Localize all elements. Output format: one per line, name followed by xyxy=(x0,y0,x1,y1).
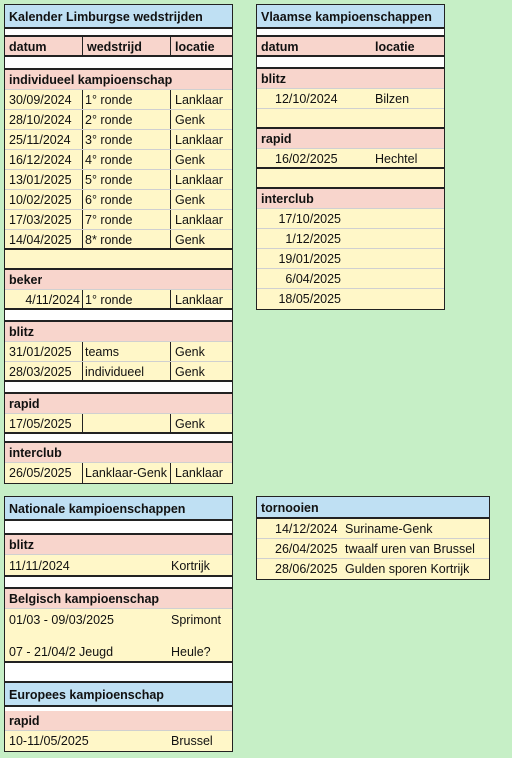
cell-datum: 14/04/2025 xyxy=(9,230,83,248)
cell-locatie: Sprimont xyxy=(171,613,222,627)
cell-locatie: Genk xyxy=(175,113,205,127)
cell-datum: 10-11/05/2025 xyxy=(9,734,89,748)
cell-locatie: Genk xyxy=(175,233,205,247)
nationale-title: Nationale kampioenschappen xyxy=(9,502,186,516)
cell-datum: 26/05/2025 xyxy=(9,463,83,483)
table-row xyxy=(5,90,232,110)
cell-datum: 12/10/2024 xyxy=(275,92,338,106)
section-belgisch xyxy=(5,589,232,609)
table-row xyxy=(5,110,232,130)
cell-locatie: Lanklaar xyxy=(175,466,223,480)
header-wedstrijd: wedstrijd xyxy=(83,37,171,55)
table-row xyxy=(257,519,489,539)
table-row xyxy=(5,170,232,190)
table-row xyxy=(5,414,232,434)
cell-wedstrijd: 2° ronde xyxy=(83,110,171,129)
section-title: blitz xyxy=(9,538,34,552)
section-title: rapid xyxy=(9,714,40,728)
section-title: interclub xyxy=(9,446,62,460)
cell-naam: twaalf uren van Brussel xyxy=(345,542,475,556)
cell-locatie: Brussel xyxy=(171,734,213,748)
cell-datum: 11/11/2024 xyxy=(9,559,70,573)
kalender-title: Kalender Limburgse wedstrijden xyxy=(9,10,203,24)
section-title: blitz xyxy=(9,325,34,339)
section-title: beker xyxy=(9,273,43,287)
table-row xyxy=(5,731,232,751)
header-locatie: locatie xyxy=(175,40,215,54)
cell-datum: 17/10/2025 xyxy=(278,212,341,226)
europees-title: Europees kampioenschap xyxy=(9,688,164,702)
cell-datum: 1/12/2025 xyxy=(285,232,341,246)
cell-wedstrijd: 5° ronde xyxy=(83,170,171,189)
table-row xyxy=(5,290,232,310)
cell-naam: Suriname-Genk xyxy=(345,522,433,536)
kalender-panel xyxy=(4,4,233,484)
cell-locatie: Genk xyxy=(175,345,205,359)
cell-datum: 14/12/2024 xyxy=(275,522,338,536)
cell-wedstrijd: 1° ronde xyxy=(83,290,171,308)
cell-locatie: Hechtel xyxy=(375,152,418,166)
cell-datum: 18/05/2025 xyxy=(278,292,341,306)
europees-title-row xyxy=(5,683,232,707)
cell-locatie: Bilzen xyxy=(375,92,410,106)
cell-datum: 4/11/2024 xyxy=(9,290,83,308)
cell-locatie: Lanklaar xyxy=(175,133,223,147)
cell-datum: 28/06/2025 xyxy=(275,562,338,576)
cell-datum: 13/01/2025 xyxy=(9,170,83,189)
table-row xyxy=(257,539,489,559)
cell-datum: 16/02/2025 xyxy=(275,152,338,166)
cell-datum: 26/04/2025 xyxy=(275,542,338,556)
list-item xyxy=(257,229,444,249)
section-interclub xyxy=(257,189,444,209)
table-row xyxy=(5,609,232,631)
table-row xyxy=(5,130,232,150)
table-row xyxy=(5,190,232,210)
cell-datum: 17/05/2025 xyxy=(9,414,83,432)
header-datum: datum xyxy=(9,37,83,55)
cell-datum: 25/11/2024 xyxy=(9,130,83,149)
section-title: blitz xyxy=(261,72,286,86)
section-individueel xyxy=(5,70,232,90)
header-datum: datum xyxy=(261,40,299,54)
cell-locatie: Lanklaar xyxy=(175,173,223,187)
cell-locatie: Lanklaar xyxy=(175,93,223,107)
list-item xyxy=(257,209,444,229)
cell-locatie: Genk xyxy=(175,193,205,207)
cell-wedstrijd: 7° ronde xyxy=(83,210,171,229)
section-title: rapid xyxy=(9,397,40,411)
cell-wedstrijd: teams xyxy=(83,342,171,361)
kalender-title-row xyxy=(5,5,232,29)
table-row xyxy=(5,362,232,382)
cell-datum: 31/01/2025 xyxy=(9,342,83,361)
section-title: Belgisch kampioenschap xyxy=(9,592,160,606)
cell-locatie: Lanklaar xyxy=(175,213,223,227)
section-title: interclub xyxy=(261,192,314,206)
list-item xyxy=(257,269,444,289)
header-locatie: locatie xyxy=(375,40,415,54)
vlaamse-header-row xyxy=(257,37,444,57)
section-blitz xyxy=(257,69,444,89)
cell-wedstrijd: 3° ronde xyxy=(83,130,171,149)
vlaamse-title-row xyxy=(257,5,444,29)
cell-locatie: Genk xyxy=(175,417,205,431)
cell-naam: Gulden sporen Kortrijk xyxy=(345,562,470,576)
vlaamse-panel xyxy=(256,4,445,310)
section-interclub xyxy=(5,443,232,463)
section-blitz xyxy=(5,322,232,342)
cell-locatie: Lanklaar xyxy=(175,293,223,307)
cell-wedstrijd: 4° ronde xyxy=(83,150,171,169)
table-row xyxy=(5,342,232,362)
cell-datum: 07 - 21/04/2 xyxy=(9,645,76,659)
table-row xyxy=(257,89,444,109)
cell-datum: 28/10/2024 xyxy=(9,110,83,129)
section-title: rapid xyxy=(261,132,292,146)
cell-wedstrijd: 6° ronde xyxy=(83,190,171,209)
cell-locatie: Heule? xyxy=(171,645,211,659)
cell-locatie: Genk xyxy=(175,365,205,379)
table-row xyxy=(5,150,232,170)
cell-datum: 16/12/2024 xyxy=(9,150,83,169)
cell-locatie: Genk xyxy=(175,153,205,167)
section-rapid xyxy=(5,394,232,414)
cell-wedstrijd: individueel xyxy=(83,362,171,380)
cell-datum: 28/03/2025 xyxy=(9,362,83,380)
section-blitz xyxy=(5,535,232,555)
cell-wedstrijd: 8* ronde xyxy=(83,230,171,248)
table-row xyxy=(5,641,232,663)
table-row xyxy=(257,149,444,169)
section-rapid xyxy=(257,129,444,149)
table-row xyxy=(5,463,232,483)
section-rapid xyxy=(5,711,232,731)
section-beker xyxy=(5,270,232,290)
cell-datum: 6/04/2025 xyxy=(285,272,341,286)
cell-datum: 10/02/2025 xyxy=(9,190,83,209)
section-title: individueel kampioenschap xyxy=(9,73,173,87)
cell-datum: 30/09/2024 xyxy=(9,90,83,109)
cell-wedstrijd xyxy=(83,414,171,432)
cell-datum: 17/03/2025 xyxy=(9,210,83,229)
tornooien-title: tornooien xyxy=(261,501,319,515)
cell-wedstrijd: Lanklaar-Genk xyxy=(83,463,171,483)
list-item xyxy=(257,249,444,269)
nationale-title-row xyxy=(5,497,232,521)
cell-datum: 19/01/2025 xyxy=(278,252,341,266)
table-row xyxy=(5,230,232,250)
tornooien-title-row xyxy=(257,497,489,519)
cell-wedstrijd: Jeugd xyxy=(79,645,114,659)
cell-wedstrijd: 1° ronde xyxy=(83,90,171,109)
table-row xyxy=(257,559,489,579)
tornooien-panel xyxy=(256,496,490,580)
list-item xyxy=(257,289,444,309)
vlaamse-title: Vlaamse kampioenschappen xyxy=(261,10,432,24)
cell-datum: 01/03 - 09/03/2025 xyxy=(9,613,114,627)
kalender-header-row xyxy=(5,37,232,57)
nationale-panel xyxy=(4,496,233,752)
table-row xyxy=(5,210,232,230)
table-row xyxy=(5,555,232,577)
cell-locatie: Kortrijk xyxy=(171,559,210,573)
